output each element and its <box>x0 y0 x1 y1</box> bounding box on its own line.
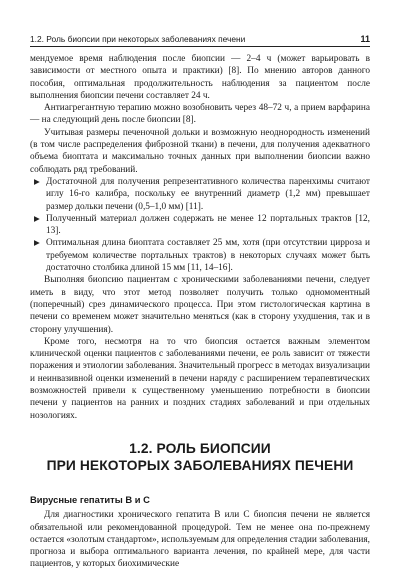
paragraph-6: Для диагностики хронического гепатита В или С биопсия печени не является обязательной или рекомендованной процедурой. Тем не менее она по-прежнему остается «золотым стандартом», используемым для определения стадии заболевания, прогноза и выбора оптимального варианта лечения, по крайней мере, для части пациентов, у которых биохимические <box>30 510 370 570</box>
running-header <box>30 30 370 44</box>
paragraph-5: Кроме того, несмотря на то что биопсия остается важным элементом клинической оценки пациентов с заболеваниями печени, ее роль зависит от тяжести поражения и этиологии заболевания. Значительный прогресс в методах визуализации и неинвазивной оценки изменений в печени наряду с расширением терапевтических возможностей привели к существенному уменьшению потребности в биопсии печени у пациентов на ранних и поздних стадиях заболеваний и при отдельных нозологиях. <box>30 336 370 421</box>
page-number: 11 <box>360 34 370 44</box>
list-item-text: Оптимальная длина биоптата составляет 25 мм, хотя (при отсутствии цирроза и требуемом количестве портальных трактов) в некоторых случаях может быть достаточно столбика длиной 15 мм [11, 14–16]. <box>46 238 370 274</box>
list-item-text: Полученный материал должен содержать не менее 12 портальных трактов [12, 13]. <box>46 213 370 237</box>
paragraph-3: Учитывая размеры печеночной дольки и возможную неоднородность изменений (в том числе распределения фиброзной ткани) в печени, для получения адекватного объема биоптата и максимально точных данных при выполнении биопсии важно соблюдать ряд требований. <box>30 127 370 175</box>
header-rule <box>30 46 370 47</box>
list-item <box>34 237 370 274</box>
subheading: Вирусные гепатиты В и С <box>30 493 150 505</box>
triangle-bullet-icon: ▶ <box>34 176 40 186</box>
section-title <box>30 440 370 474</box>
paragraph-4: Выполняя биопсию пациентам с хроническими заболеваниями печени, следует иметь в виду, что этот метод позволяет получить только одномоментный (поперечный) срез динамического процесса. При этом гистологическая картина в печени со временем может значительно меняться (как в сторону ухудшения, так и в сторону улучшения). <box>30 275 370 335</box>
page-body <box>30 53 370 571</box>
section-title-line-1: 1.2. РОЛЬ БИОПСИИ <box>129 440 271 456</box>
requirements-list <box>30 176 370 274</box>
paragraph-1: мендуемое время наблюдения после биопсии — 2–4 ч (может варьировать в зависимости от местного опыта и практики) [8]. По мнению авторов данного пособия, оптимальная продолжительность наблюдения за пациентом после выполнения биопсии печени составляет 24 ч. <box>30 54 370 101</box>
running-title: 1.2. Роль биопсии при некоторых заболеваниях печени <box>30 34 246 44</box>
triangle-bullet-icon: ▶ <box>34 238 40 248</box>
list-item-text: Достаточной для получения репрезентативного количества паренхимы считают иглу 16-го калибра, поскольку ее внутренний диаметр (1,2 мм) превышает размер дольки печени (0,5–1,0 мм) [11]. <box>46 176 370 212</box>
triangle-bullet-icon: ▶ <box>34 213 40 223</box>
list-item <box>34 213 370 238</box>
paragraph-2: Антиагрегантную терапию можно возобновить через 48–72 ч, а прием варфарина — на следующий день после биопсии [8]. <box>30 103 370 126</box>
list-item <box>34 176 370 213</box>
section-title-line-2: ПРИ НЕКОТОРЫХ ЗАБОЛЕВАНИЯХ ПЕЧЕНИ <box>46 457 354 473</box>
